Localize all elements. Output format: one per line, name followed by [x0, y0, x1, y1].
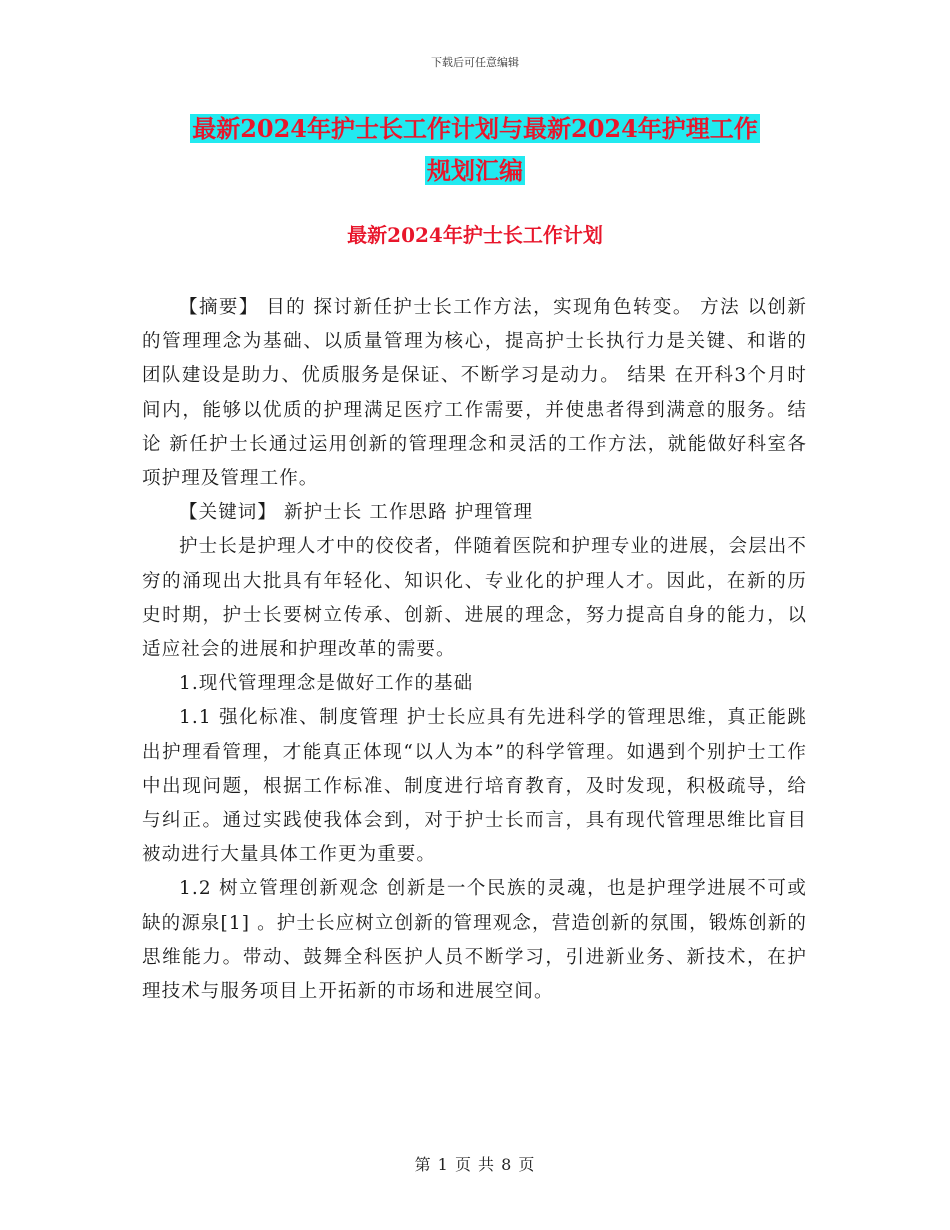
intro-paragraph: 护士长是护理人才中的佼佼者，伴随着医院和护理专业的进展，会层出不穷的涌现出大批具有年轻化、知识化、专业化的护理人才。因此，在新的历史时期，护士长要树立传承、创新、进展的理念，努力提高自身的能力，以适应社会的进展和护理改革的需要。	[142, 536, 807, 661]
heading-1: 1.现代管理理念是做好工作的基础	[179, 673, 474, 695]
abstract-paragraph: 【摘要】 目的 探讨新任护士长工作方法，实现角色转变。 方法 以创新的管理理念为基础、以质量管理为核心，提高护士长执行力是关键、和谐的团队建设是助力、优质服务是保证、不断学习是动力。 结果 在开科3个月时间内，能够以优质的护理满足医疗工作需要，并使患者得到满意的服务。结论 新任护士长通过运用创新的管理理念和灵活的工作方法，就能做好科室各项护理及管理工作。	[142, 297, 807, 490]
section-title: 最新2024年护士长工作计划	[347, 223, 603, 247]
page-footer: 第 1 页 共 8 页	[414, 1155, 536, 1174]
document-body	[142, 291, 807, 1009]
document-title-line-1	[0, 108, 950, 150]
section-1-1-paragraph: 1.1 强化标准、制度管理 护士长应具有先进科学的管理思维，真正能跳出护理看管理，才能真正体现“以人为本”的科学管理。如遇到个别护士工作中出现问题，根据工作标准、制度进行培育教育，及时发现，积极疏导，给与纠正。通过实践使我体会到，对于护士长而言，具有现代管理思维比盲目被动进行大量具体工作更为重要。	[142, 707, 807, 866]
document-title-line-2	[0, 150, 950, 192]
title-highlight-1: 最新2024年护士长工作计划与最新2024年护理工作	[192, 114, 758, 143]
section-1-2-paragraph: 1.2 树立管理创新观念 创新是一个民族的灵魂，也是护理学进展不可或缺的源泉[1] 。护士长应树立创新的管理观念，营造创新的氛围，锻炼创新的思维能力。带动、鼓舞全科医护人员不断学习，引进新业务、新技术，在护理技术与服务项目上开拓新的市场和进展空间。	[142, 878, 807, 1003]
document-title	[0, 108, 950, 192]
keywords-paragraph: 【关键词】 新护士长 工作思路 护理管理	[179, 502, 534, 524]
title-highlight-2: 规划汇编	[427, 156, 523, 185]
header-note: 下载后可任意编辑	[431, 56, 519, 69]
